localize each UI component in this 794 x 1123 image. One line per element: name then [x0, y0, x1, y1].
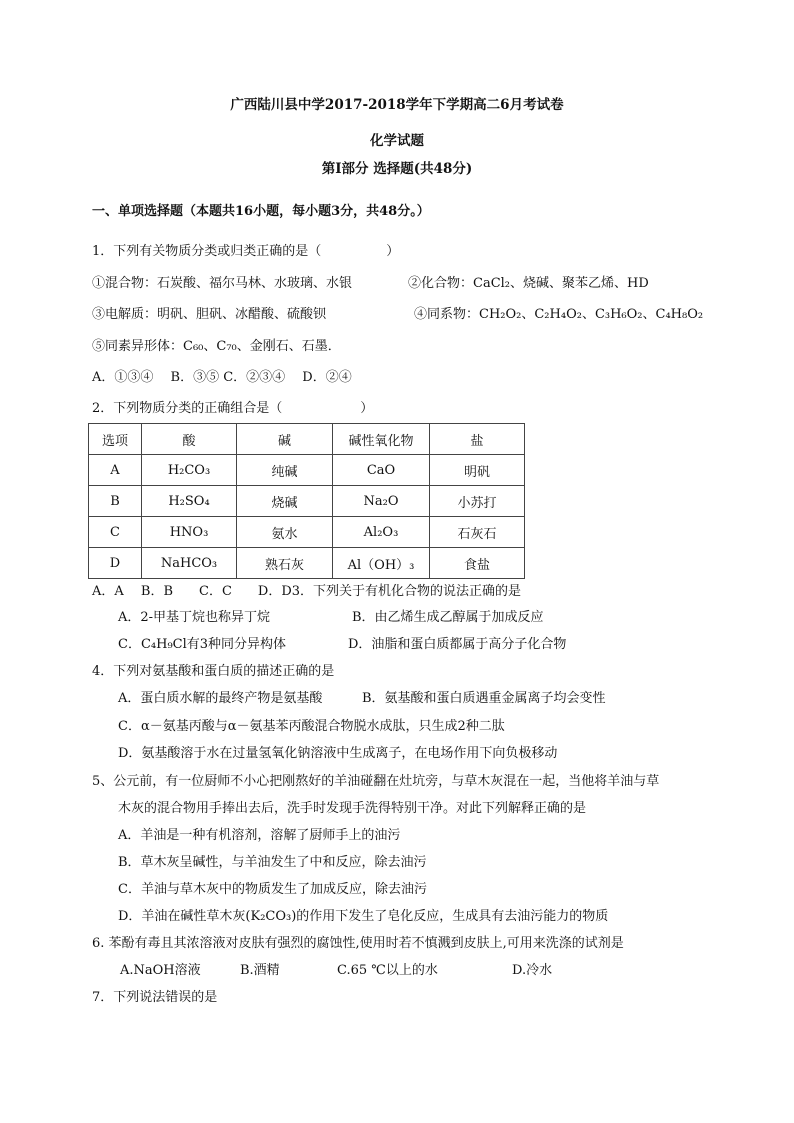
q2-table: [88, 423, 525, 579]
table-cell: H₂CO₃: [142, 455, 237, 486]
table-cell: 烧碱: [237, 486, 333, 517]
table-row: [89, 548, 525, 579]
q4-option-c: C．α－氨基丙酸与α－氨基苯丙酸混合物脱水成肽，只生成2种二肽: [118, 719, 505, 734]
table-cell: 纯碱: [237, 455, 333, 486]
table-header-cell: 碱性氧化物: [333, 424, 430, 455]
table-cell: Al（OH）₃: [333, 548, 430, 579]
q5-option-c: C．羊油与草木灰中的物质发生了加成反应，除去油污: [118, 882, 427, 897]
part-title: 第Ⅰ部分 选择题(共48分): [321, 161, 473, 177]
q5-option-d: D．羊油在碱性草木灰(K₂CO₃)的作用下发生了皂化反应，生成具有去油污能力的物质: [118, 909, 609, 924]
q2-answers-q3-stem: A．A B．B C．C D．D3．下列关于有机化合物的说法正确的是: [92, 584, 522, 599]
q3-option-b: B．由乙烯生成乙醇属于加成反应: [352, 610, 544, 625]
table-cell: CaO: [333, 455, 430, 486]
table-cell: NaHCO₃: [142, 548, 237, 579]
table-cell: Al₂O₃: [333, 517, 430, 548]
q7-stem: 7．下列说法错误的是: [92, 990, 218, 1005]
table-header-cell: 选项: [89, 424, 142, 455]
table-header-cell: 碱: [237, 424, 333, 455]
q6-option-b: B.酒精: [240, 963, 280, 978]
q6-option-d: D.冷水: [512, 963, 553, 978]
q3-option-a: A．2-甲基丁烷也称异丁烷: [118, 610, 271, 625]
table-row: [89, 517, 525, 548]
q6-option-c: C.65 ℃以上的水: [337, 963, 438, 978]
subject-title: 化学试题: [370, 133, 424, 149]
q5-option-a: A．羊油是一种有机溶剂，溶解了厨师手上的油污: [118, 828, 401, 843]
q4-stem: 4．下列对氨基酸和蛋白质的描述正确的是: [92, 664, 335, 679]
q3-option-c: C．C₄H₉Cl有3种同分异构体: [118, 637, 287, 652]
table-cell: 小苏打: [430, 486, 525, 517]
q1-stem: 1．下列有关物质分类或归类正确的是（ ）: [92, 244, 400, 259]
table-header-cell: 盐: [430, 424, 525, 455]
table-cell: 食盐: [430, 548, 525, 579]
q5-option-b: B．草木灰呈碱性，与羊油发生了中和反应，除去油污: [118, 855, 427, 870]
q1-item-1: ①混合物：石炭酸、福尔马林、水玻璃、水银: [92, 276, 353, 291]
table-cell: B: [89, 486, 142, 517]
section-heading: 一、单项选择题（本题共16小题，每小题3分，共48分。）: [92, 204, 430, 219]
table-cell: D: [89, 548, 142, 579]
q1-item-4: ④同系物：CH₂O₂、C₂H₄O₂、C₃H₆O₂、C₄H₈O₂: [414, 307, 704, 322]
q1-item-5: ⑤同素异形体：C₆₀、C₇₀、金刚石、石墨．: [92, 339, 341, 354]
q6-stem: 6. 苯酚有毒且其浓溶液对皮肤有强烈的腐蚀性,使用时若不慎溅到皮肤上,可用来洗涤的试剂是: [92, 936, 624, 951]
table-cell: 熟石灰: [237, 548, 333, 579]
q2-stem: 2．下列物质分类的正确组合是（ ）: [92, 401, 374, 416]
table-cell: Na₂O: [333, 486, 430, 517]
table-header-row: [89, 424, 525, 455]
table-cell: 氨水: [237, 517, 333, 548]
table-row: [89, 455, 525, 486]
q5-stem-line1: 5、公元前，有一位厨师不小心把刚熬好的羊油碰翻在灶坑旁，与草木灰混在一起，当他将羊油与草: [92, 774, 660, 789]
q1-item-2: ②化合物：CaCl₂、烧碱、聚苯乙烯、HD: [408, 276, 649, 291]
table-cell: H₂SO₄: [142, 486, 237, 517]
q4-option-b: B．氨基酸和蛋白质遇重金属离子均会变性: [362, 691, 606, 706]
table-cell: C: [89, 517, 142, 548]
q4-option-d: D．氨基酸溶于水在过量氢氧化钠溶液中生成离子，在电场作用下向负极移动: [118, 746, 558, 761]
q6-option-a: A.NaOH溶液: [120, 963, 201, 978]
q5-stem-line2: 木灰的混合物用手捧出去后，洗手时发现手洗得特别干净。对此下列解释正确的是: [118, 801, 587, 816]
q3-option-d: D．油脂和蛋白质都属于高分子化合物: [348, 637, 567, 652]
table-cell: 石灰石: [430, 517, 525, 548]
table-cell: HNO₃: [142, 517, 237, 548]
exam-title: 广西陆川县中学2017-2018学年下学期高二6月考试卷: [230, 97, 564, 113]
q1-item-3: ③电解质：明矾、胆矾、冰醋酸、硫酸钡: [92, 307, 327, 322]
q1-answers: A．①③④ B．③⑤ C．②③④ D．②④: [92, 370, 352, 385]
q4-option-a: A．蛋白质水解的最终产物是氨基酸: [118, 691, 323, 706]
table-cell: 明矾: [430, 455, 525, 486]
table-header-cell: 酸: [142, 424, 237, 455]
table-cell: A: [89, 455, 142, 486]
table-row: [89, 486, 525, 517]
